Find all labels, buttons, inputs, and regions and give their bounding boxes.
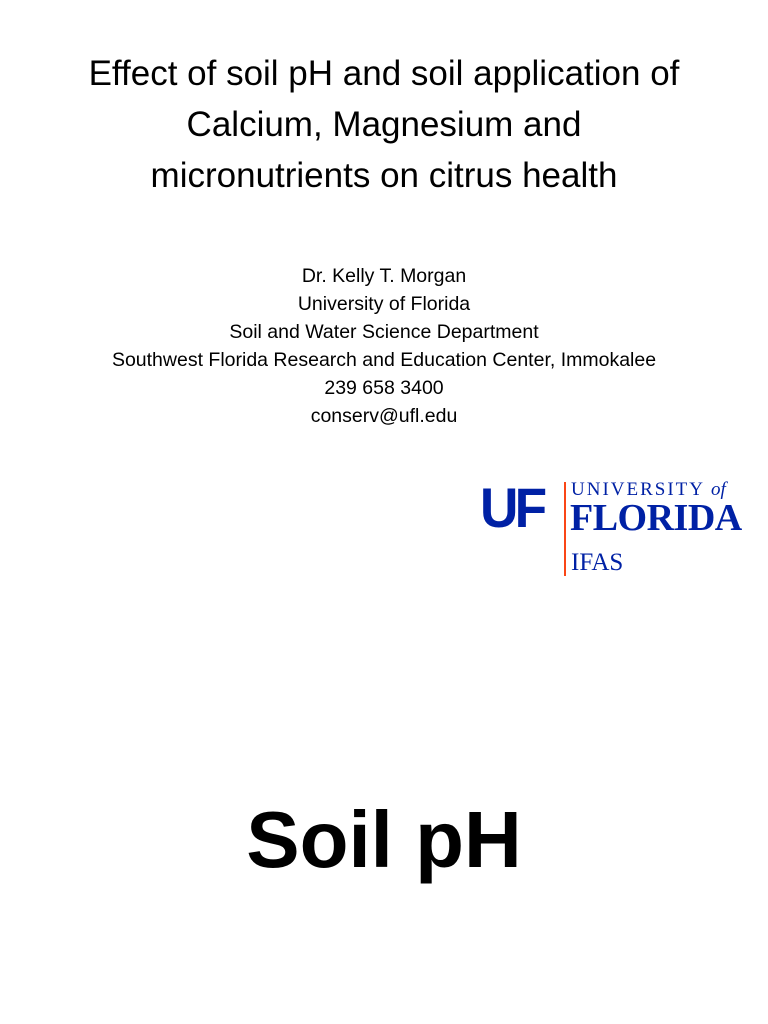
logo-ifas-text: IFAS — [571, 549, 624, 576]
author-center: Southwest Florida Research and Education Center, Immokalee — [111, 349, 657, 371]
author-info — [20, 262, 748, 430]
uf-monogram: UF — [480, 476, 544, 539]
author-department: Soil and Water Science Department — [229, 321, 539, 343]
uf-ifas-logo — [478, 478, 768, 578]
title-line-2: Calcium, Magnesium and — [186, 105, 582, 144]
title-line-3: micronutrients on citrus health — [150, 156, 618, 195]
logo-university-word: UNIVERSITY — [571, 479, 705, 500]
author-university: University of Florida — [297, 293, 471, 315]
author-name: Dr. Kelly T. Morgan — [301, 265, 467, 287]
section-title: Soil pH — [246, 795, 522, 884]
title-line-1: Effect of soil pH and soil application of — [88, 54, 680, 93]
author-email: conserv@ufl.edu — [310, 405, 458, 427]
author-phone: 239 658 3400 — [324, 377, 444, 399]
slide-title — [20, 48, 748, 201]
logo-divider — [564, 482, 566, 576]
logo-florida-text: FLORIDA — [570, 497, 742, 539]
logo-of-word: of — [711, 479, 726, 500]
